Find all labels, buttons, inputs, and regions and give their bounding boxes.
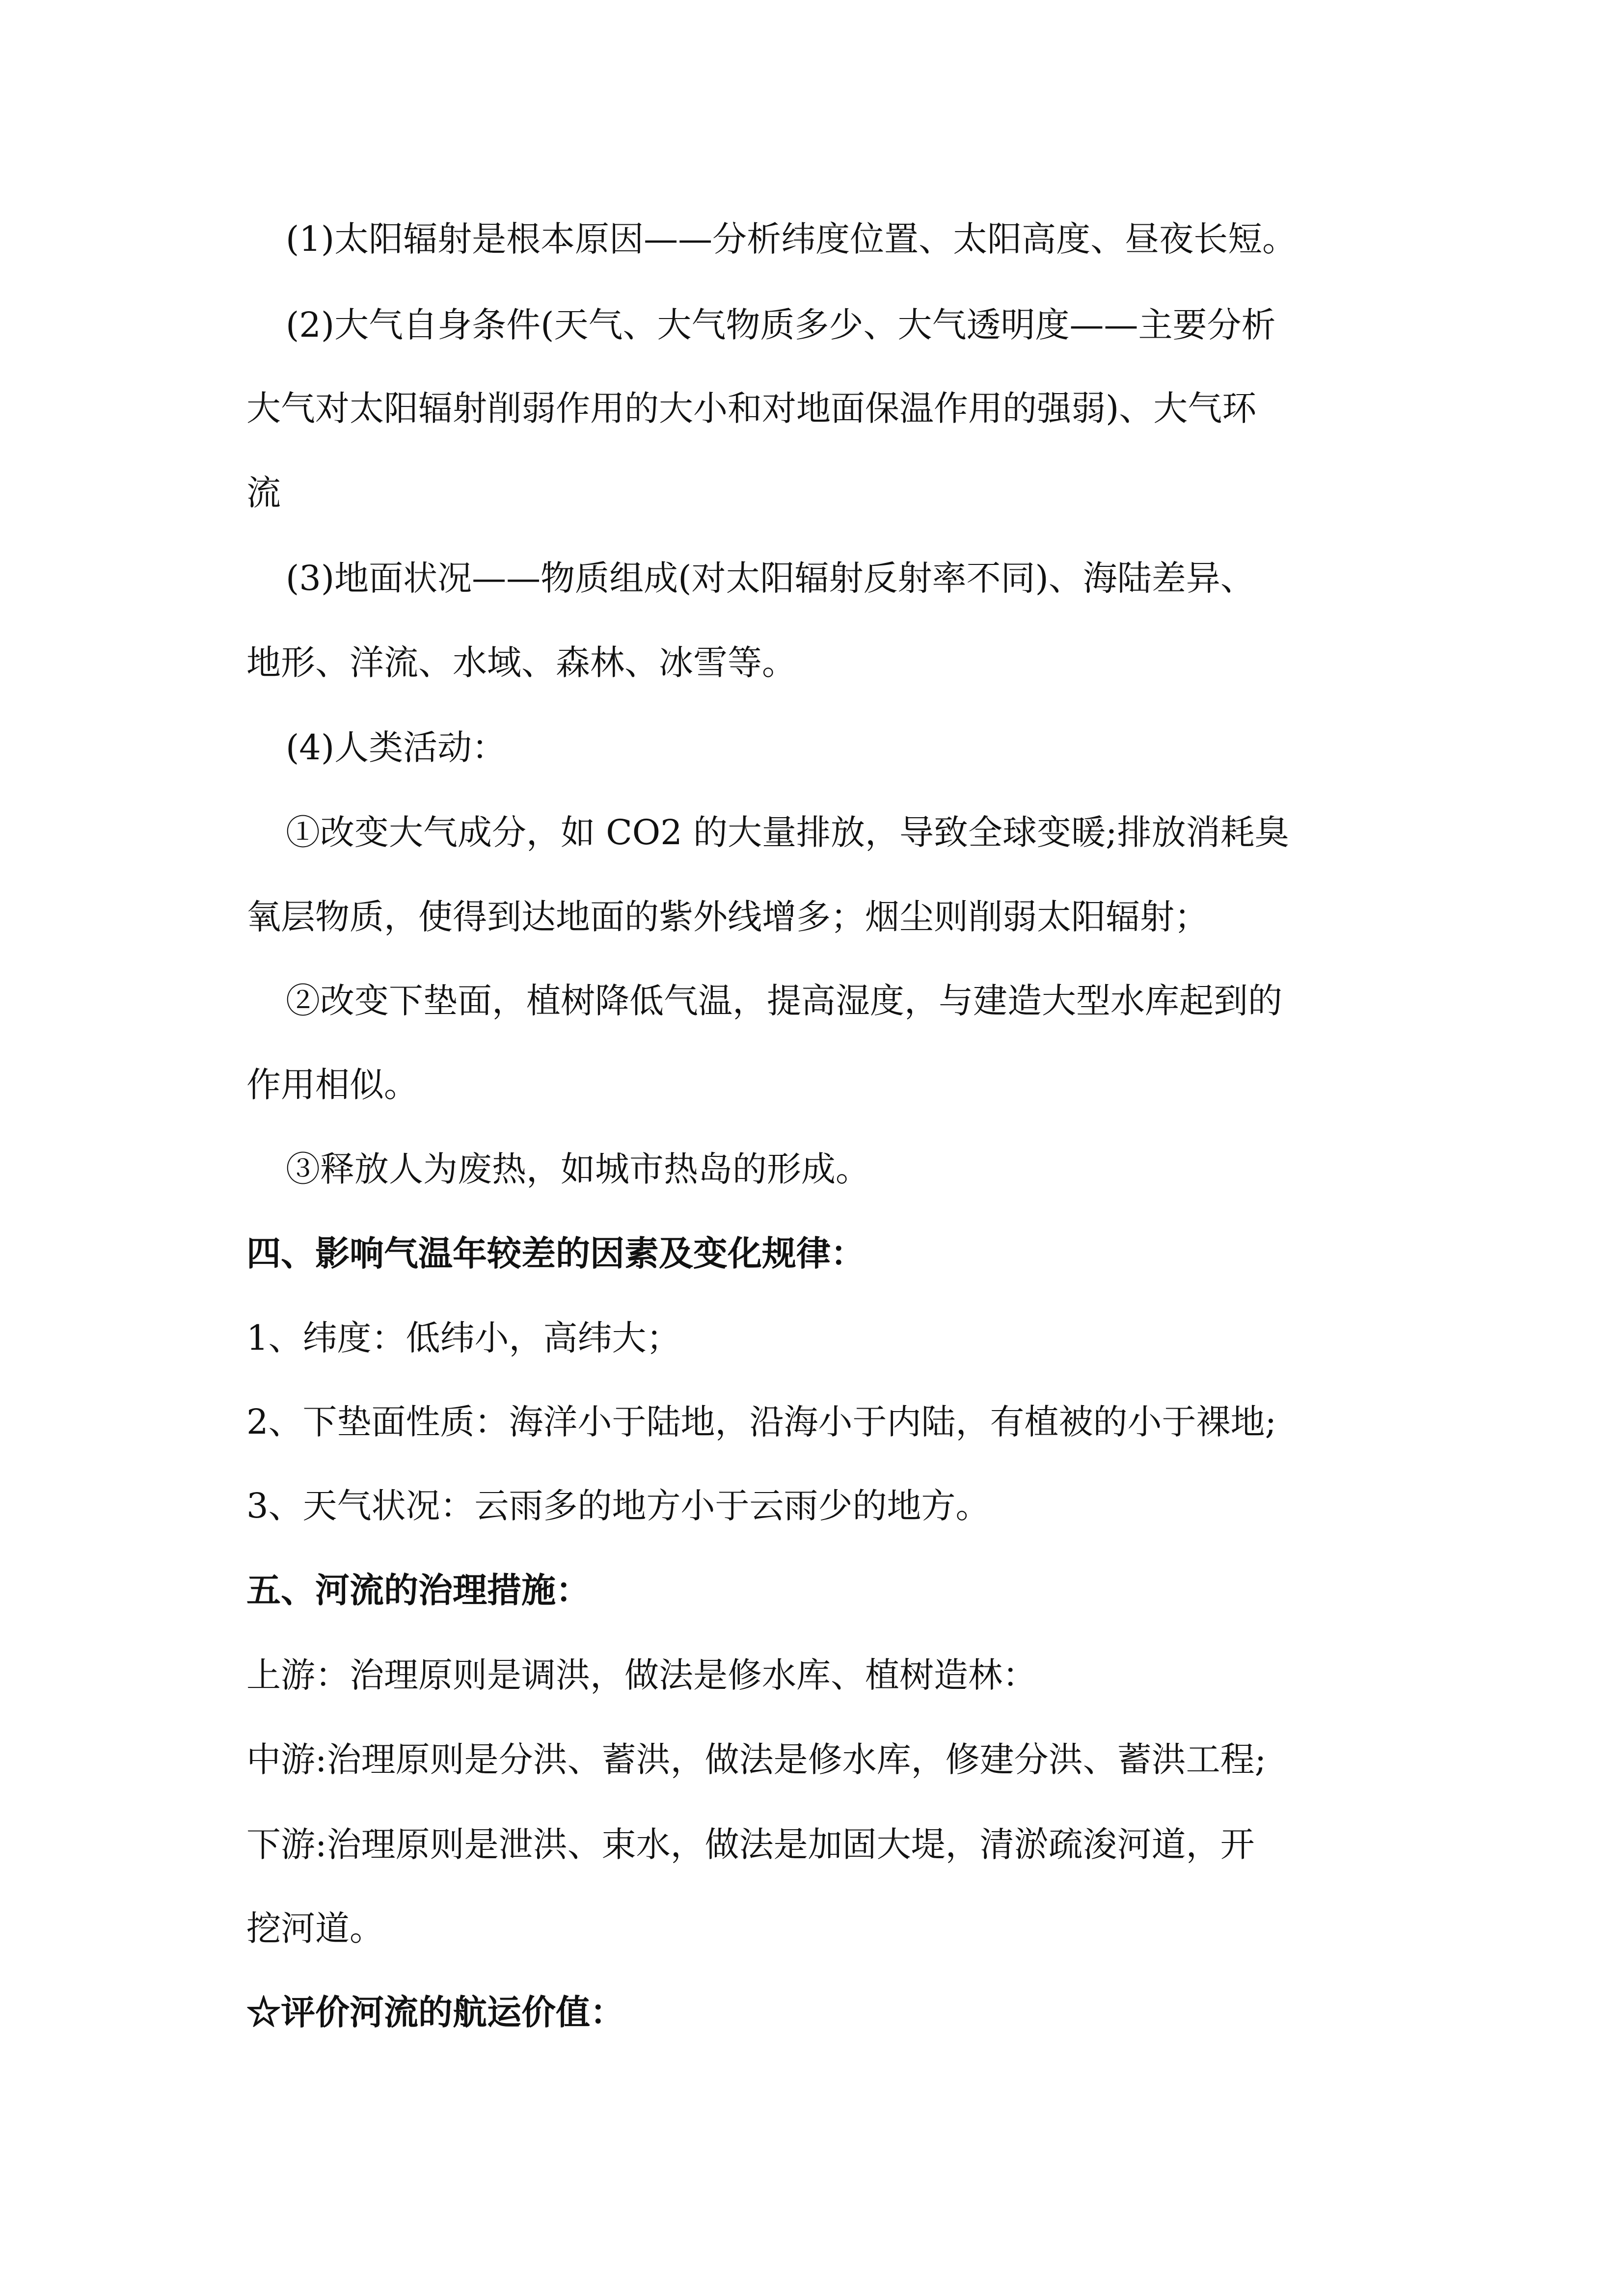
list-item-surface: 2、下垫面性质：海洋小于陆地，沿海小于内陆，有植被的小于裸地; xyxy=(246,1402,1277,1442)
river-downstream-line-2: 挖河道。 xyxy=(246,1908,384,1949)
paragraph-item-1-line-1: ①改变大气成分，如 CO2 的大量排放，导致全球变暖;排放消耗臭 xyxy=(286,812,1289,853)
section-heading-navigation: ☆评价河流的航运价值： xyxy=(246,1992,624,2032)
paragraph-item-2-line-1: ②改变下垫面，植树降低气温，提高湿度，与建造大型水库起到的 xyxy=(286,981,1282,1021)
paragraph-ground-line-2: 地形、洋流、水域、森林、冰雪等。 xyxy=(246,642,796,683)
list-item-weather: 3、天气状况：云雨多的地方小于云雨少的地方。 xyxy=(246,1486,990,1526)
paragraph-human-activity: (4)人类活动： xyxy=(286,727,507,768)
section-heading-4: 四、影响气温年较差的因素及变化规律： xyxy=(246,1233,865,1274)
paragraph-solar-radiation: (1)太阳辐射是根本原因——分析纬度位置、太阳高度、昼夜长短。 xyxy=(286,219,1297,259)
paragraph-atmosphere-line-2: 大气对太阳辐射削弱作用的大小和对地面保温作用的强弱)、大气环 xyxy=(246,388,1257,428)
paragraph-ground-line-1: (3)地面状况——物质组成(对太阳辐射反射率不同)、海陆差异、 xyxy=(286,558,1255,598)
paragraph-item-3: ③释放人为废热，如城市热岛的形成。 xyxy=(286,1149,870,1189)
section-heading-5: 五、河流的治理措施： xyxy=(246,1570,590,1610)
river-upstream: 上游：治理原则是调洪，做法是修水库、植树造林： xyxy=(246,1655,1037,1695)
paragraph-atmosphere-line-3: 流 xyxy=(246,473,281,513)
list-item-latitude: 1、纬度：低纬小，高纬大； xyxy=(246,1318,681,1358)
paragraph-item-1-line-2: 氧层物质，使得到达地面的紫外线增多；烟尘则削弱太阳辐射； xyxy=(246,897,1209,937)
river-midstream: 中游:治理原则是分洪、蓄洪，做法是修水库，修建分洪、蓄洪工程; xyxy=(246,1739,1267,1780)
river-downstream-line-1: 下游:治理原则是泄洪、束水，做法是加固大堤，清淤疏浚河道，开 xyxy=(246,1824,1255,1865)
paragraph-item-2-line-2: 作用相似。 xyxy=(246,1065,418,1105)
paragraph-atmosphere-line-1: (2)大气自身条件(天气、大气物质多少、大气透明度——主要分析 xyxy=(286,305,1276,345)
